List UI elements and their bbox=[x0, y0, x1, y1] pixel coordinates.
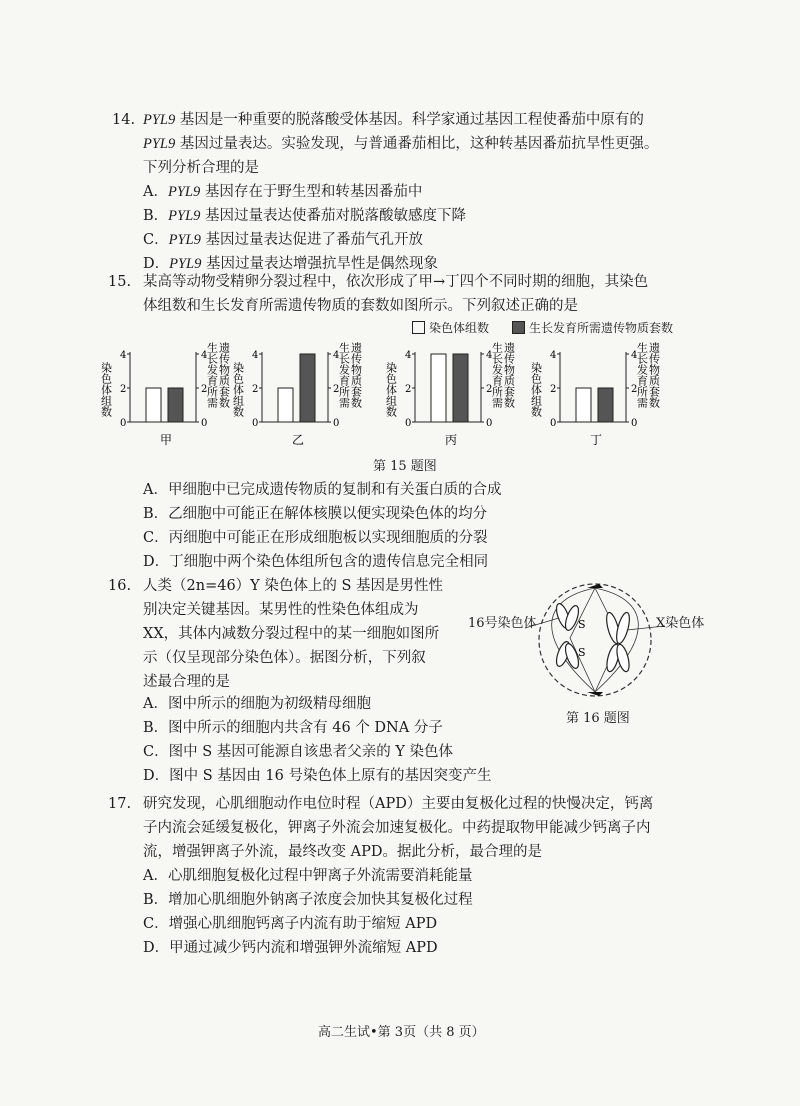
bar-chromosome-sets bbox=[146, 388, 161, 422]
bar-genetic-material-sets bbox=[598, 388, 613, 422]
q17-option-d[interactable] bbox=[143, 938, 438, 958]
y-tick-label-right: 4 bbox=[201, 350, 208, 361]
bar-genetic-material-sets bbox=[453, 354, 468, 422]
y-tick-label-right: 2 bbox=[333, 384, 340, 395]
option-label: A． bbox=[143, 868, 168, 884]
q16-cell-diagram bbox=[475, 578, 715, 708]
option-label: C． bbox=[143, 232, 169, 248]
y-axis-title-left: 染色体组数 bbox=[529, 362, 543, 417]
y-tick-label-left: 2 bbox=[252, 384, 259, 395]
option-text: 甲细胞中已完成遗传物质的复制和有关蛋白质的合成 bbox=[167, 482, 502, 498]
option-label: C． bbox=[143, 530, 169, 546]
y-tick-label-left: 0 bbox=[252, 418, 259, 429]
q15-option-d[interactable] bbox=[143, 552, 488, 572]
y-axis-title-left: 染色体组数 bbox=[231, 362, 245, 417]
q15-line-2: 体组数和生长发育所需遗传物质的套数如图所示。下列叙述正确的是 bbox=[143, 298, 578, 314]
category-label: 丁 bbox=[590, 433, 603, 447]
option-text: 心肌细胞复极化过程中钾离子外流需要消耗能量 bbox=[167, 868, 473, 884]
cell-membrane bbox=[539, 584, 651, 696]
category-label: 甲 bbox=[160, 433, 173, 447]
option-gene: PYL9 bbox=[168, 208, 201, 224]
q17-line-1: 研究发现，心肌细胞动作电位时程（APD）主要由复极化过程的快慢决定，钙离 bbox=[143, 796, 654, 812]
y-tick-label-left: 4 bbox=[252, 350, 259, 361]
q17-number: 17. bbox=[108, 796, 132, 812]
y-tick-label-left: 4 bbox=[405, 350, 412, 361]
q15-number: 15. bbox=[108, 274, 132, 290]
option-label: D． bbox=[143, 768, 170, 784]
q15-bar-chart bbox=[0, 340, 800, 470]
y-axis-title-left: 染色体组数 bbox=[99, 362, 113, 417]
bar-genetic-material-sets bbox=[168, 388, 183, 422]
option-text: 甲通过减少钙内流和增强钾外流缩短 APD bbox=[169, 940, 438, 956]
option-label: A． bbox=[143, 184, 168, 200]
q14-line-2-text: 基因过量表达。实验发现，与普通番茄相比，这种转基因番茄抗旱性更强。 bbox=[175, 136, 659, 152]
q14-option-b[interactable] bbox=[143, 206, 466, 226]
option-label: D． bbox=[143, 940, 170, 956]
q15-option-c[interactable] bbox=[143, 528, 488, 548]
option-gene: PYL9 bbox=[167, 184, 201, 200]
option-label: B． bbox=[143, 892, 169, 908]
q16-line-1: 人类（2n=46）Y 染色体上的 S 基因是男性性 bbox=[143, 578, 443, 594]
option-text: 乙细胞中可能正在解体核膜以便实现染色体的均分 bbox=[168, 506, 488, 522]
q17-option-a[interactable] bbox=[143, 866, 472, 886]
category-label: 乙 bbox=[292, 433, 305, 447]
y-tick-label-left: 0 bbox=[120, 418, 127, 429]
q16-line-2: 别决定关键基因。某男性的性染色体组成为 bbox=[143, 602, 419, 618]
y-tick-label-right: 4 bbox=[631, 350, 638, 361]
q14-gene-name: PYL9 bbox=[143, 136, 176, 152]
option-text: 增强心肌细胞钙离子内流有助于缩短 APD bbox=[168, 916, 438, 932]
q14-number: 14. bbox=[112, 112, 136, 128]
chromosome-16-pair bbox=[554, 602, 581, 670]
q14-line-1-text: 基因是一种重要的脱落酸受体基因。科学家通过基因工程使番茄中原有的 bbox=[175, 112, 644, 128]
option-label: B． bbox=[143, 720, 169, 736]
q14-option-d[interactable] bbox=[143, 254, 438, 274]
y-axis-title-right-col2: 遗传物质套数 bbox=[217, 342, 231, 408]
legend-label: 生长发育所需遗传物质套数 bbox=[529, 321, 674, 335]
gene-s-label-top: S bbox=[578, 618, 586, 631]
option-text: 丁细胞中两个染色体组所包含的遗传信息完全相同 bbox=[169, 554, 489, 570]
option-text: 图中所示的细胞内共含有 46 个 DNA 分子 bbox=[168, 720, 443, 736]
option-text: 丙细胞中可能正在形成细胞板以实现细胞质的分裂 bbox=[168, 530, 488, 546]
x-chromosome-pair bbox=[604, 611, 632, 673]
y-axis-title-right-col2: 遗传物质套数 bbox=[647, 342, 661, 408]
q17-option-c[interactable] bbox=[143, 914, 437, 934]
page-footer: 高二生试•第 3页（共 8 页） bbox=[318, 1025, 485, 1040]
q17-line-3: 流，增强钾离子外流，最终改变 APD。据此分析，最合理的是 bbox=[143, 844, 542, 860]
y-axis-title-right-col1: 生长发育所需 bbox=[337, 342, 351, 408]
label-chromosome-16: 16号染色体 bbox=[468, 616, 537, 631]
y-axis-title-right-col1: 生长发育所需 bbox=[490, 342, 504, 408]
q17-option-b[interactable] bbox=[143, 890, 473, 910]
y-tick-label-left: 2 bbox=[550, 384, 557, 395]
q16-figure-caption: 第 16 题图 bbox=[566, 711, 630, 726]
option-text: 基因存在于野生型和转基因番茄中 bbox=[200, 184, 423, 200]
q15-option-b[interactable] bbox=[143, 504, 487, 524]
y-tick-label-right: 0 bbox=[486, 418, 493, 429]
option-label: B． bbox=[143, 208, 169, 224]
option-label: D． bbox=[143, 256, 170, 272]
y-tick-label-right: 0 bbox=[201, 418, 208, 429]
bar-genetic-material-sets bbox=[300, 354, 315, 422]
q16-line-4: 示（仅呈现部分染色体）。据图分析，下列叙 bbox=[143, 650, 426, 666]
q14-line-2 bbox=[143, 134, 658, 154]
gene-s-label-bottom: S bbox=[578, 646, 586, 659]
option-gene: PYL9 bbox=[169, 256, 202, 272]
legend-swatch-gray bbox=[512, 321, 525, 334]
q15-figure-caption: 第 15 题图 bbox=[373, 459, 437, 474]
option-text: 增加心肌细胞外钠离子浓度会加快其复极化过程 bbox=[168, 892, 473, 908]
q16-option-d[interactable] bbox=[143, 766, 491, 786]
q15-option-a[interactable] bbox=[143, 480, 501, 500]
y-tick-label-left: 4 bbox=[120, 350, 127, 361]
option-label: D． bbox=[143, 554, 170, 570]
bar-chromosome-sets bbox=[576, 388, 591, 422]
option-label: C． bbox=[143, 744, 169, 760]
q16-option-b[interactable] bbox=[143, 718, 443, 738]
y-tick-label-left: 2 bbox=[405, 384, 412, 395]
option-text: 图中 S 基因由 16 号染色体上原有的基因突变产生 bbox=[169, 768, 492, 784]
option-text: 基因过量表达促进了番茄气孔开放 bbox=[200, 232, 423, 248]
y-tick-label-right: 2 bbox=[486, 384, 493, 395]
bar-chromosome-sets bbox=[278, 388, 293, 422]
y-axis-title-left: 染色体组数 bbox=[384, 362, 398, 417]
y-tick-label-left: 0 bbox=[405, 418, 412, 429]
y-tick-label-right: 4 bbox=[333, 350, 340, 361]
y-tick-label-left: 2 bbox=[120, 384, 127, 395]
category-label: 丙 bbox=[445, 433, 458, 447]
y-axis-title-right-col2: 遗传物质套数 bbox=[502, 342, 516, 408]
q16-option-a[interactable] bbox=[143, 694, 371, 714]
option-text: 图中所示的细胞为初级精母细胞 bbox=[167, 696, 371, 712]
q16-line-3: XX，其体内减数分裂过程中的某一细胞如图所 bbox=[143, 626, 440, 642]
bar-chromosome-sets bbox=[431, 354, 446, 422]
y-tick-label-right: 0 bbox=[631, 418, 638, 429]
q16-line-5: 述最合理的是 bbox=[143, 674, 230, 690]
q14-line-3: 下列分析合理的是 bbox=[143, 160, 259, 176]
option-gene: PYL9 bbox=[168, 232, 201, 248]
y-axis-title-right-col1: 生长发育所需 bbox=[205, 342, 219, 408]
y-tick-label-right: 0 bbox=[333, 418, 340, 429]
option-text: 基因过量表达使番茄对脱落酸敏感度下降 bbox=[200, 208, 467, 224]
y-tick-label-left: 4 bbox=[550, 350, 557, 361]
option-label: A． bbox=[143, 482, 168, 498]
y-tick-label-left: 0 bbox=[550, 418, 557, 429]
chart-legend-item-2 bbox=[512, 320, 673, 336]
q14-option-a[interactable] bbox=[143, 182, 422, 202]
chart-legend-item-1 bbox=[412, 320, 489, 336]
spindle-lines bbox=[552, 588, 639, 692]
q14-gene-name: PYL9 bbox=[143, 112, 176, 128]
legend-label: 染色体组数 bbox=[429, 321, 490, 335]
y-tick-label-right: 2 bbox=[201, 384, 208, 395]
label-x-chromosome: X染色体 bbox=[656, 616, 705, 631]
y-axis-title-right-col2: 遗传物质套数 bbox=[349, 342, 363, 408]
option-text: 基因过量表达增强抗旱性是偶然现象 bbox=[201, 256, 438, 272]
q17-line-2: 子内流会延缓复极化，钾离子外流会加速复极化。中药提取物甲能减少钙离子内 bbox=[143, 820, 651, 836]
q16-option-c[interactable] bbox=[143, 742, 453, 762]
legend-swatch-white bbox=[412, 321, 425, 334]
q14-option-c[interactable] bbox=[143, 230, 423, 250]
option-label: C． bbox=[143, 916, 169, 932]
q16-number: 16. bbox=[108, 578, 132, 594]
y-tick-label-right: 4 bbox=[486, 350, 493, 361]
option-text: 图中 S 基因可能源自该患者父亲的 Y 染色体 bbox=[168, 744, 454, 760]
q14-line-1 bbox=[143, 110, 644, 130]
option-label: A． bbox=[143, 696, 168, 712]
q15-line-1: 某高等动物受精卵分裂过程中，依次形成了甲→丁四个不同时期的细胞，其染色 bbox=[143, 274, 649, 290]
y-axis-title-right-col1: 生长发育所需 bbox=[635, 342, 649, 408]
option-label: B． bbox=[143, 506, 169, 522]
y-tick-label-right: 2 bbox=[631, 384, 638, 395]
